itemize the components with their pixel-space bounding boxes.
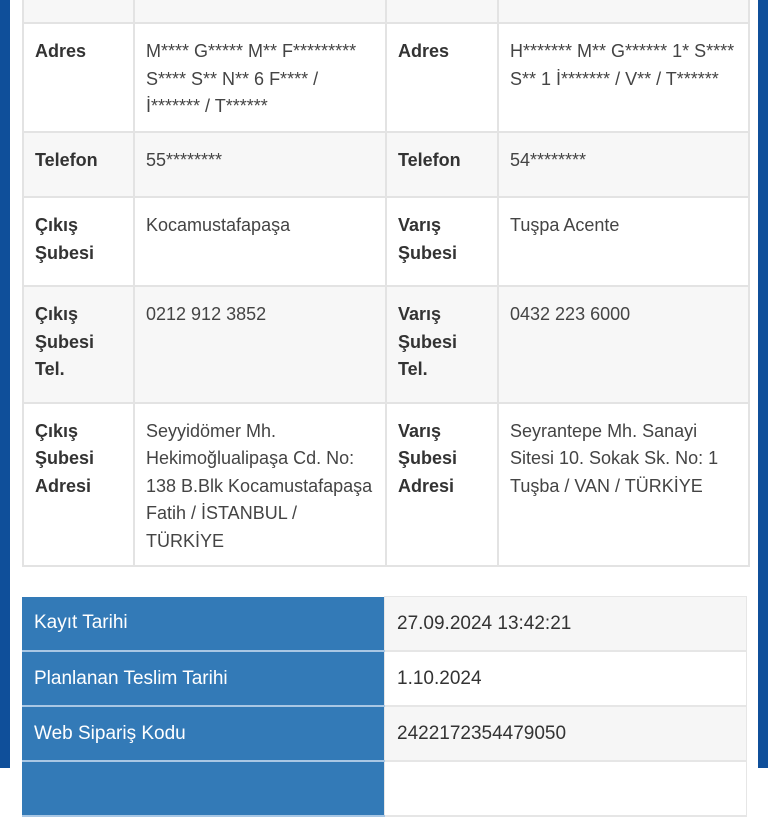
meta-row-planned-delivery [22,651,747,706]
record-date-label: Kayıt Tarihi [22,597,385,652]
table-row [23,0,749,23]
origin-branch-label: Çıkış Şubesi [23,197,134,286]
page-frame-left [0,0,10,768]
receiver-value [498,0,749,23]
sender-phone-label: Telefon [23,132,134,198]
destination-branch-address-label: Varış Şubesi Adresi [386,403,498,567]
planned-delivery-label: Planlanan Teslim Tarihi [22,651,385,706]
receiver-label [386,0,498,23]
meta-row-partial [22,761,747,816]
meta-row-record-date [22,597,747,652]
page-frame-right [758,0,768,768]
origin-branch-value: Kocamustafapaşa [134,197,386,286]
origin-branch-address-label: Çıkış Şubesi Adresi [23,403,134,567]
destination-branch-address-value: Seyrantepe Mh. Sanayi Sitesi 10. Sokak Sk. No: 1 Tuşba / VAN / TÜRKİYE [498,403,749,567]
table-row-phone [23,132,749,198]
partial-label [22,761,385,816]
partial-value [385,761,747,816]
sender-address-label: Adres [23,23,134,132]
destination-branch-phone-value: 0432 223 6000 [498,286,749,403]
origin-branch-address-value: Seyyidömer Mh. Hekimoğlualipaşa Cd. No: 138 B.Blk Kocamustafapaşa Fatih / İSTANBUL / TÜRKİYE [134,403,386,567]
shipment-meta-table [22,596,747,817]
web-order-code-label: Web Sipariş Kodu [22,706,385,761]
origin-branch-phone-label: Çıkış Şubesi Tel. [23,286,134,403]
table-row-branch-phone [23,286,749,403]
receiver-address-value: H******* M** G****** 1* S**** S** 1 İ******* / V** / T****** [498,23,749,132]
record-date-value: 27.09.2024 13:42:21 [385,597,747,652]
origin-branch-phone-value: 0212 912 3852 [134,286,386,403]
receiver-phone-label: Telefon [386,132,498,198]
destination-branch-phone-label: Varış Şubesi Tel. [386,286,498,403]
sender-phone-value: 55******** [134,132,386,198]
receiver-address-label: Adres [386,23,498,132]
table-row-address [23,23,749,132]
receiver-phone-value: 54******** [498,132,749,198]
page-content [10,0,758,768]
destination-branch-label: Varış Şubesi [386,197,498,286]
table-row-branch [23,197,749,286]
sender-label [23,0,134,23]
sender-receiver-table [22,0,750,567]
destination-branch-value: Tuşpa Acente [498,197,749,286]
meta-row-web-order-code [22,706,747,761]
planned-delivery-value: 1.10.2024 [385,651,747,706]
sender-address-value: M**** G***** M** F********* S**** S** N** 6 F**** / İ******* / T****** [134,23,386,132]
sender-value [134,0,386,23]
web-order-code-value: 2422172354479050 [385,706,747,761]
table-row-branch-address [23,403,749,567]
